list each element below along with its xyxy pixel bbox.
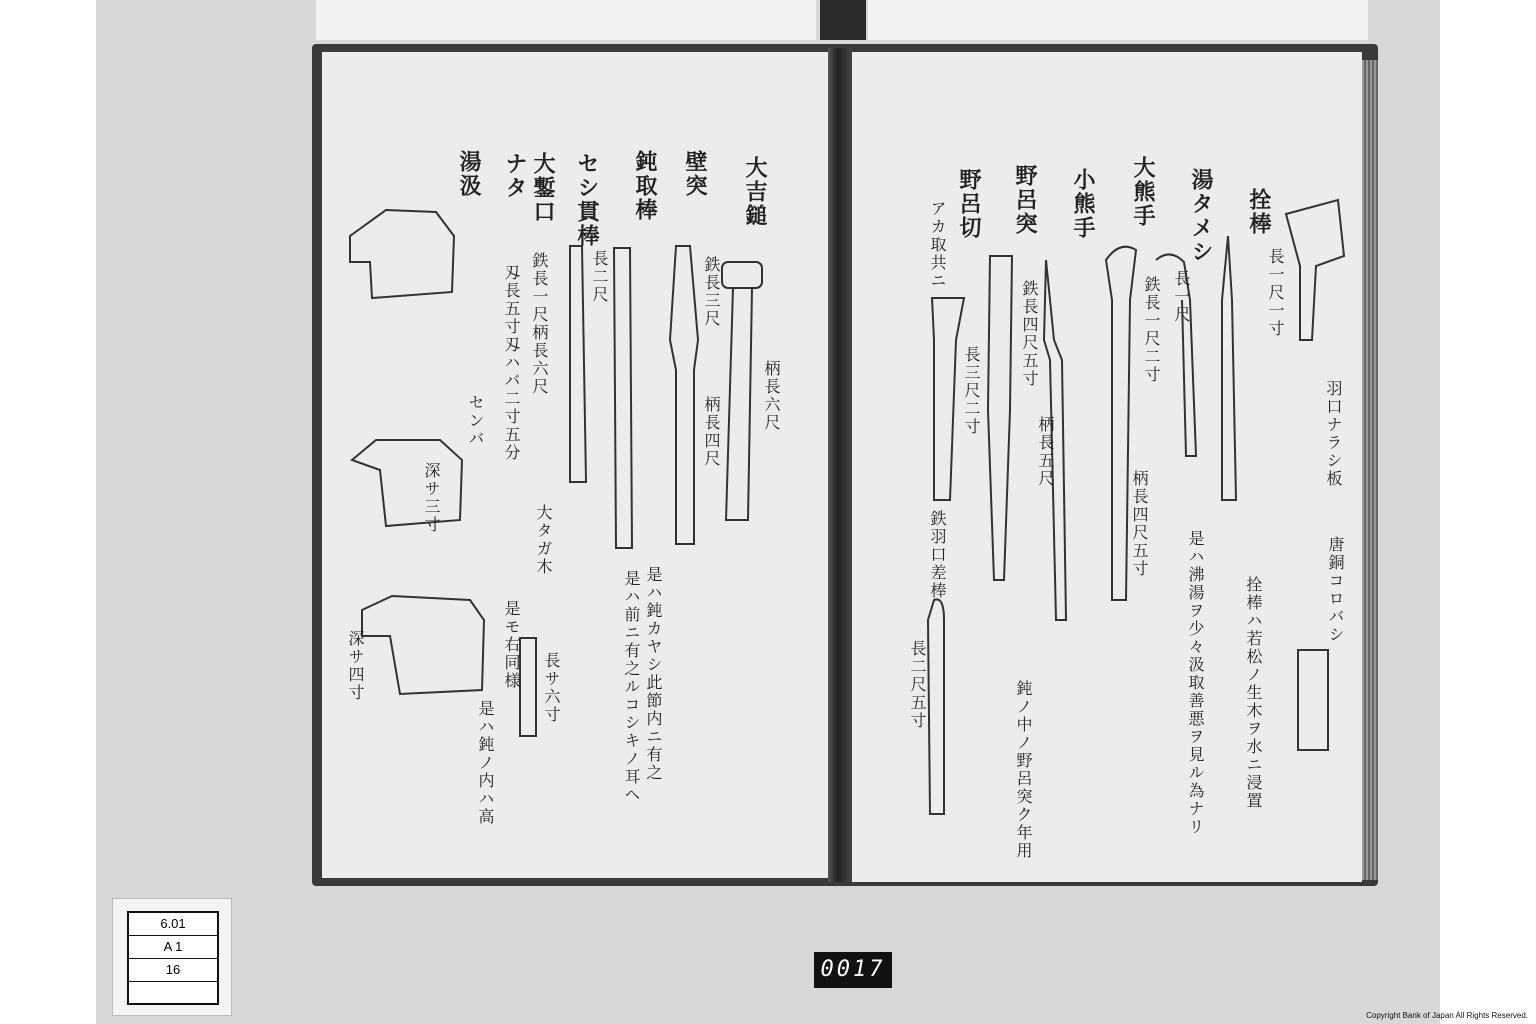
left-col-10: 柄長四尺 bbox=[702, 396, 721, 468]
left-col-16: 深サ四寸 bbox=[346, 630, 365, 702]
right-col-6: 野呂切 bbox=[956, 168, 982, 240]
paddle-sketch bbox=[1286, 200, 1344, 340]
left-col-6: ナタ bbox=[502, 152, 528, 200]
left-col-21: 是ハ前ニ有之ルコシキノ耳ヘ bbox=[622, 570, 641, 804]
left-col-2: 壁突 bbox=[682, 150, 708, 198]
right-col-9: 唐銅コロバシ bbox=[1326, 536, 1345, 644]
left-col-15: 深サ三寸 bbox=[422, 462, 441, 534]
label-row-4 bbox=[129, 982, 217, 1004]
left-col-20: 是ハ鈍カヤシ此節内ニ有之 bbox=[644, 566, 663, 782]
left-col-7: 湯汲 bbox=[456, 150, 482, 198]
left-col-13: 刄長五寸刄ハバ二寸五分 bbox=[502, 264, 521, 462]
copyright-notice: Copyright Bank of Japan All Rights Reserved. bbox=[1366, 1011, 1528, 1020]
ladle-sketch-3 bbox=[362, 596, 484, 694]
archive-label-grid bbox=[127, 911, 219, 1005]
left-col-9: 鉄長三尺 bbox=[702, 256, 721, 328]
right-col-2: 湯タメシ bbox=[1188, 168, 1214, 264]
right-col-12: 鉄長一尺二寸 bbox=[1142, 276, 1161, 384]
right-col-11: 長一尺 bbox=[1172, 270, 1191, 324]
slag-pick-sketch bbox=[988, 256, 1012, 580]
right-col-17: 鉄羽口差棒 bbox=[928, 510, 947, 600]
ladle-sketch-2 bbox=[352, 440, 462, 526]
left-col-17: 大タガ木 bbox=[534, 504, 553, 576]
right-col-13: 柄長四尺五寸 bbox=[1130, 470, 1149, 578]
left-col-8: 柄長六尺 bbox=[762, 360, 781, 432]
right-col-4: 小熊手 bbox=[1070, 168, 1096, 240]
mallet-handle-sketch bbox=[726, 288, 752, 520]
label-row-2: A 1 bbox=[129, 936, 217, 959]
left-col-19: 長サ六寸 bbox=[542, 652, 561, 724]
ladle-sketch-1 bbox=[350, 210, 454, 298]
right-col-5: 野呂突 bbox=[1012, 164, 1038, 236]
right-col-10: 長一尺一寸 bbox=[1266, 248, 1285, 338]
left-col-4: セシ貫棒 bbox=[574, 152, 600, 248]
right-col-19: 是ハ沸湯ヲ少々汲取善悪ヲ見ル為ナリ bbox=[1186, 530, 1205, 836]
right-col-20: 拴棒ハ若松ノ生木ヲ水ニ浸置 bbox=[1244, 576, 1263, 810]
right-col-14: 鉄長四尺五寸 bbox=[1020, 280, 1039, 388]
stirring-rod-sketch bbox=[1222, 236, 1236, 500]
right-col-1: 拴棒 bbox=[1246, 188, 1272, 236]
right-col-21: 鈍ノ中ノ野呂突ク年用 bbox=[1014, 680, 1033, 860]
right-col-15: 柄長五尺 bbox=[1036, 416, 1055, 488]
mallet-head-sketch bbox=[722, 262, 762, 288]
right-col-7: アカ取共ニ bbox=[928, 200, 947, 290]
label-row-3: 16 bbox=[129, 959, 217, 982]
bronze-roller-sketch bbox=[1298, 650, 1328, 750]
label-row-1: 6.01 bbox=[129, 913, 217, 936]
wall-pick-sketch bbox=[670, 246, 698, 544]
left-col-11: 長二尺 bbox=[590, 250, 609, 304]
left-col-18: 是モ右同様 bbox=[502, 600, 521, 690]
bar-sketch bbox=[570, 246, 586, 482]
rod-sketch bbox=[614, 248, 632, 548]
right-col-18: 長二尺五寸 bbox=[908, 640, 927, 730]
tuyere-rod-sketch bbox=[928, 599, 944, 814]
frame-number: 0017 bbox=[814, 952, 892, 988]
right-col-8: 羽口ナラシ板 bbox=[1324, 380, 1343, 488]
right-col-16: 長三尺二寸 bbox=[962, 346, 981, 436]
archive-label-card bbox=[112, 898, 232, 1016]
left-col-5: 大鏨口 bbox=[530, 152, 556, 224]
right-col-3: 大熊手 bbox=[1130, 156, 1156, 228]
left-col-1: 大吉鎚 bbox=[742, 156, 768, 228]
left-col-3: 鈍取棒 bbox=[632, 150, 658, 222]
left-col-14: センバ bbox=[466, 394, 485, 448]
left-col-22: 是ハ鈍ノ内ハ高 bbox=[476, 700, 495, 826]
left-col-12: 鉄長一尺柄長六尺 bbox=[530, 252, 549, 396]
